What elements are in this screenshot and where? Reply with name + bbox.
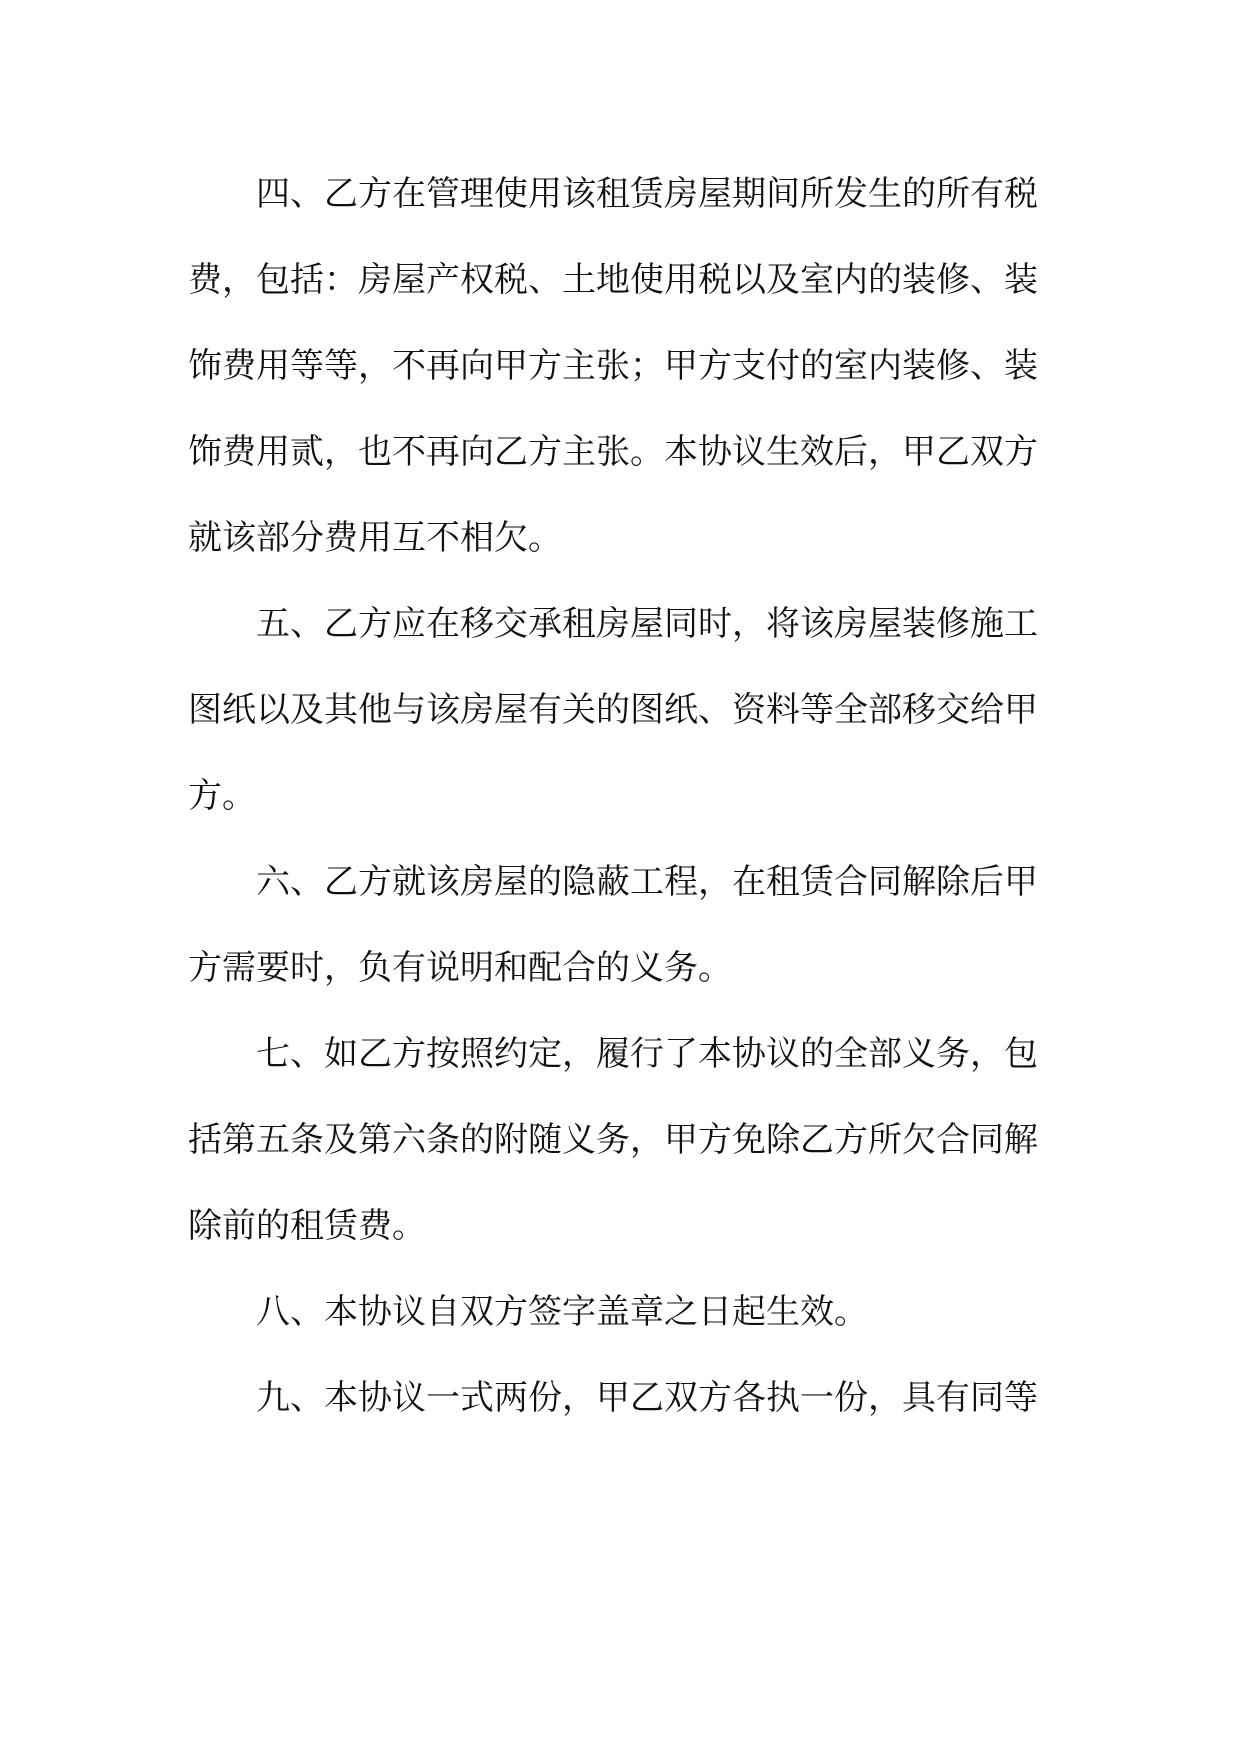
paragraph-line: 八、本协议自双方签字盖章之日起生效。 — [256, 1292, 868, 1332]
paragraph-line: 括第五条及第六条的附随义务，甲方免除乙方所欠合同解 — [188, 1120, 1038, 1160]
paragraph-line: 饰费用贰，也不再向乙方主张。本协议生效后，甲乙双方 — [188, 432, 1038, 472]
paragraph-line: 方需要时，负有说明和配合的义务。 — [188, 948, 732, 988]
paragraph-line: 方。 — [188, 776, 256, 816]
paragraph-line: 五、乙方应在移交承租房屋同时，将该房屋装修施工 — [256, 604, 1038, 644]
paragraph-line: 费，包括：房屋产权税、土地使用税以及室内的装修、装 — [188, 260, 1038, 300]
paragraph-line: 饰费用等等，不再向甲方主张；甲方支付的室内装修、装 — [188, 346, 1038, 386]
paragraph-line: 除前的租赁费。 — [188, 1206, 426, 1246]
paragraph-line: 就该部分费用互不相欠。 — [188, 518, 562, 558]
paragraph-line: 九、本协议一式两份，甲乙双方各执一份，具有同等 — [256, 1378, 1038, 1418]
paragraph-line: 四、乙方在管理使用该租赁房屋期间所发生的所有税 — [256, 174, 1038, 214]
paragraph-line: 图纸以及其他与该房屋有关的图纸、资料等全部移交给甲 — [188, 690, 1038, 730]
paragraph-line: 六、乙方就该房屋的隐蔽工程，在租赁合同解除后甲 — [256, 862, 1038, 902]
paragraph-line: 七、如乙方按照约定，履行了本协议的全部义务，包 — [256, 1034, 1038, 1074]
